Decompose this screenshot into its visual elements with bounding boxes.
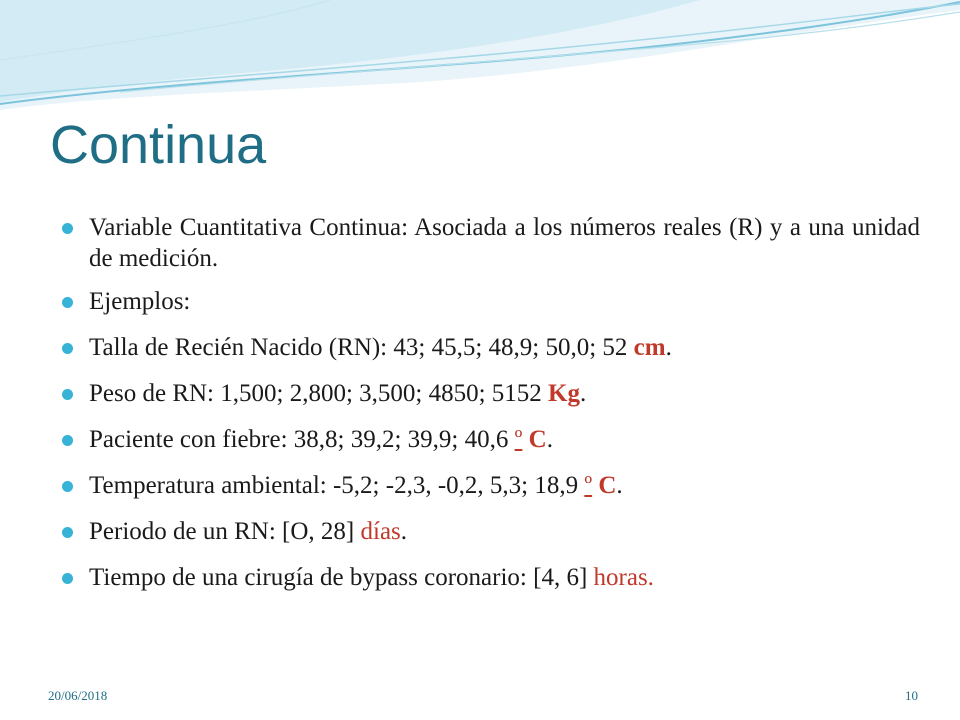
bullet-text: Paciente con fiebre: 38,8; 39,2; 39,9; 40,6 <box>89 426 515 453</box>
page-number: 10 <box>905 688 918 703</box>
bullet-text: Ejemplos: <box>89 288 191 315</box>
bullet-list <box>62 212 920 608</box>
bullet-text: Temperatura ambiental: -5,2; -2,3, -0,2, 5,3; 18,9 <box>89 472 585 499</box>
bullet-item-definition <box>62 212 920 274</box>
unit-label: horas. <box>593 564 654 591</box>
bullet-text: Variable Cuantitativa Continua: Asociada a los números reales (R) y a una unidad de medición. <box>89 214 920 272</box>
bullet-item-peso <box>62 378 920 409</box>
unit-label: cm <box>633 334 666 361</box>
bullet-suffix: . <box>400 518 408 545</box>
bullet-dot-icon <box>62 573 73 584</box>
degree-symbol: º <box>514 426 523 453</box>
header-wave-decoration <box>0 0 960 120</box>
bullet-text: Talla de Recién Nacido (RN): 43; 45,5; 48,9; 50,0; 52 <box>89 334 634 361</box>
bullet-dot-icon <box>62 297 73 308</box>
bullet-item-fiebre <box>62 424 920 455</box>
bullet-dot-icon <box>62 389 73 400</box>
unit-label: días <box>360 518 401 545</box>
degree-symbol: º <box>584 472 593 499</box>
bullet-item-periodo <box>62 516 920 547</box>
bullet-text: Tiempo de una cirugía de bypass coronario: [4, 6] <box>89 564 594 591</box>
bullet-item-examples-heading <box>62 286 920 317</box>
bullet-text: Peso de RN: 1,500; 2,800; 3,500; 4850; 5152 <box>89 380 549 407</box>
bullet-suffix: . <box>580 380 587 407</box>
unit-label: C <box>598 472 617 499</box>
bullet-suffix: . <box>546 426 553 453</box>
bullet-dot-icon <box>62 481 73 492</box>
unit-label: C <box>528 426 547 453</box>
bullet-text: Periodo de un RN: [O, 28] <box>89 518 361 545</box>
footer-date: 20/06/2018 <box>48 688 108 703</box>
bullet-item-talla <box>62 332 920 363</box>
unit-label: Kg <box>548 380 580 407</box>
bullet-suffix: . <box>665 334 672 361</box>
bullet-suffix: . <box>616 472 623 499</box>
bullet-dot-icon <box>62 343 73 354</box>
slide-title: Continua <box>50 115 267 175</box>
bullet-dot-icon <box>62 527 73 538</box>
bullet-dot-icon <box>62 223 73 234</box>
bullet-dot-icon <box>62 435 73 446</box>
bullet-item-tiempo <box>62 562 920 593</box>
bullet-item-temperatura <box>62 470 920 501</box>
